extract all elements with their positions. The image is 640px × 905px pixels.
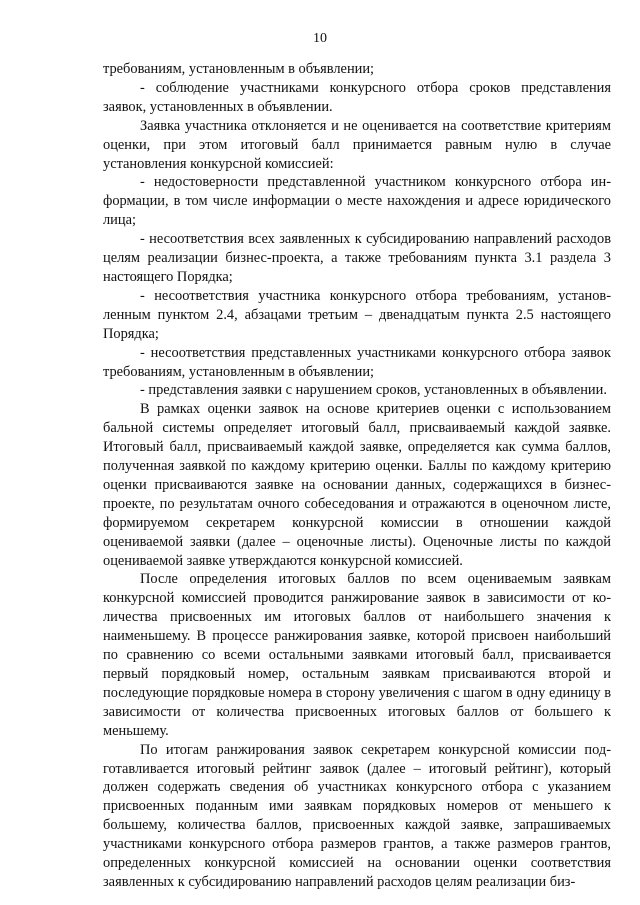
list-item: - представления заявки с нарушением сроков, установленных в объявлении. (140, 382, 607, 399)
paragraph: В рамках оценки заявок на основе критериев оценки с использованием бальной системы определяет итоговый балл, присваиваемый каждой заявке. Итоговый балл, присваиваемый каждой заявке, определяется как сумма баллов, полученная заявкой по каждому критерию оценки. Баллы по каждому критерию оценки присваиваются заявке на основании данных, содержащихся в бизнес-проекте, по результатам очного собеседования и отражаются в оценочном листе, формируемом секретарем конкурсной комиссии в отношении каждой оцениваемой заявки (далее – оценочные листы). Оценочные листы по каждой оцениваемой заявке утверждаются конкурсной комиссией. (103, 401, 611, 569)
page-body (103, 60, 611, 892)
paragraph: По итогам ранжирования заявок секретарем конкурсной комиссии подготавливается итоговый рейтинг заявок (далее – итоговый рейтинг), который должен содержать сведения об участниках конкурсного отбора с указанием присвоенных поданным ими заявкам порядковых номеров от меньшего к большему, количества баллов, присвоенных каждой заявке, запрашиваемых участниками конкурсного отбора размеров грантов, а также размеров грантов, определенных конкурсной комиссией на основании оценки соответствия заявленных к субсидированию направлений расходов целям реализации биз- (103, 741, 611, 890)
page-number: 10 (313, 31, 327, 46)
paragraph: требованиям, установленным в объявлении; (103, 61, 375, 77)
list-item: - несоответствия представленных участниками конкурсного отбора заявок требованиям, установленным в объявлении; (103, 344, 611, 380)
paragraph: После определения итоговых баллов по всем оцениваемым заявкам конкурсной комиссией проводится ранжирование заявок в зависимости от количества присвоенных им итоговых баллов от наибольшего значения к наименьшему. В процессе ранжирования заявке, которой присвоен наибольший по сравнению со всеми остальными заявками итоговый балл, присваивается первый порядковый номер, остальным заявкам присваиваются второй и последующие порядковые номера в сторону увеличения с шагом в одну единицу в зависимости от количества присвоенных итоговых баллов от большего к меньшему. (103, 571, 611, 739)
list-item: - несоответствия участника конкурсного отбора требованиям, установленным пунктом 2.4, абзацами третьим – двенадцатым пункта 2.5 настоящего Порядка; (103, 287, 611, 342)
paragraph: - соблюдение участниками конкурсного отбора сроков представления заявок, установленных в объявлении. (103, 79, 611, 115)
list-item: - несоответствия всех заявленных к субсидированию направлений расходов целям реализации бизнес-проекта, а также требованиям пункта 3.1 раздела 3 настоящего Порядка; (103, 231, 611, 285)
list-item: - недостоверности представленной участником конкурсного отбора информации, в том числе информации о месте нахождения и адресе юридического лица; (103, 174, 611, 229)
paragraph: Заявка участника отклоняется и не оценивается на соответствие критериям оценки, при этом итоговый балл принимается равным нулю в случае установления конкурсной комиссией: (103, 117, 611, 172)
